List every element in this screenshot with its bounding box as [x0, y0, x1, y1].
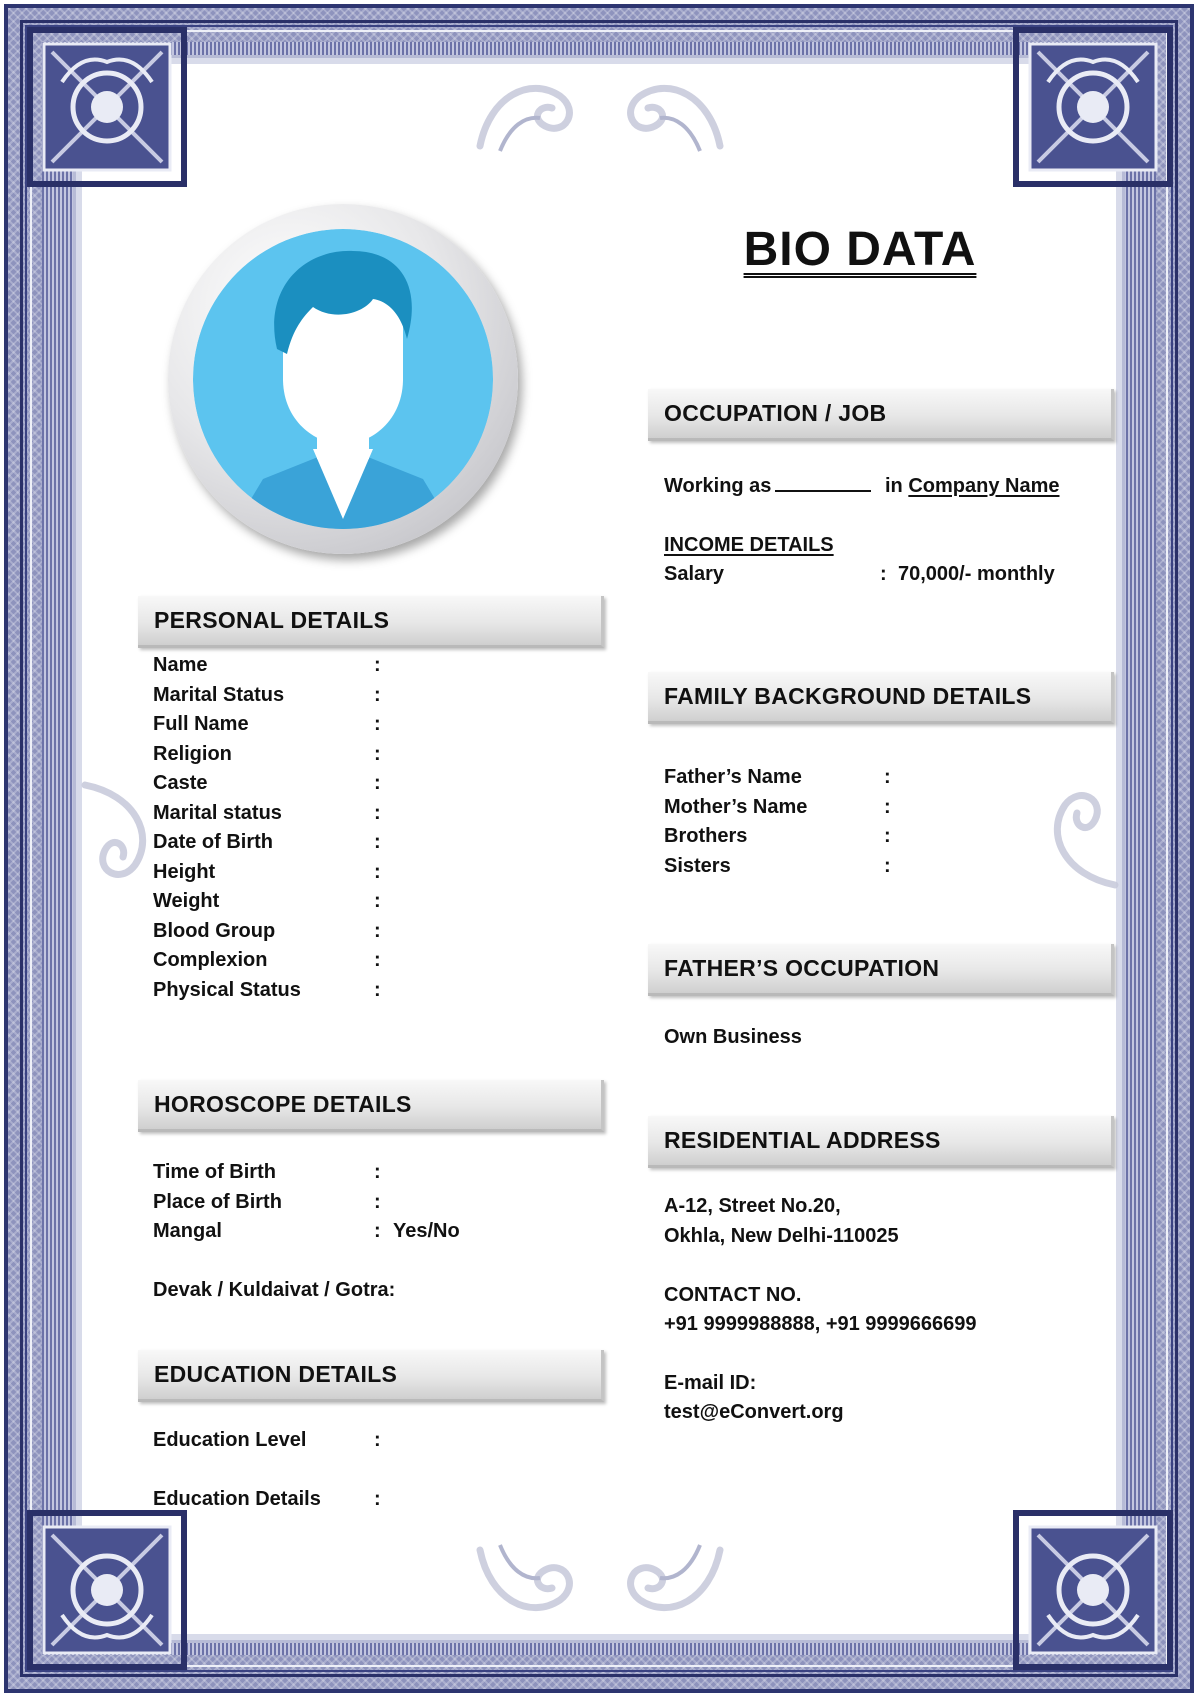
list-item — [664, 793, 1104, 823]
list-item — [153, 917, 593, 947]
field-separator: : — [884, 825, 891, 847]
list-item — [664, 822, 1104, 852]
page-title: BIO DATA — [743, 223, 977, 276]
company-name[interactable]: Company Name — [908, 475, 1060, 497]
field-separator: : — [374, 654, 381, 676]
list-item — [664, 852, 1104, 882]
residential-address-heading: RESIDENTIAL ADDRESS — [648, 1116, 1114, 1168]
scroll-ornament-icon — [610, 1530, 730, 1640]
address-line-1[interactable]: A-12, Street No.20, — [664, 1195, 841, 1217]
field-separator: : — [374, 772, 381, 794]
email-label: E-mail ID: — [664, 1372, 757, 1394]
field-separator: : — [374, 683, 381, 706]
horoscope-details-list — [153, 1158, 593, 1247]
list-item — [153, 740, 593, 770]
mangal-value[interactable]: Yes/No — [393, 1220, 460, 1242]
address-line-2[interactable]: Okhla, New Delhi-110025 — [664, 1225, 899, 1247]
contact-value[interactable]: +91 9999988888, +91 9999666699 — [664, 1313, 977, 1335]
scroll-ornament-icon — [470, 56, 590, 166]
family-background-heading: FAMILY BACKGROUND DETAILS — [648, 672, 1114, 724]
education-details-list — [153, 1426, 593, 1515]
salary-label: Salary — [664, 563, 725, 585]
field-label: Blood Group — [153, 919, 276, 942]
field-separator: : — [374, 1220, 381, 1242]
list-item — [153, 887, 593, 917]
field-separator: : — [374, 1488, 381, 1510]
field-label: Name — [153, 654, 208, 676]
field-label: Date of Birth — [153, 831, 273, 853]
field-separator: : — [374, 831, 381, 853]
list-item — [153, 858, 593, 888]
field-separator: : — [374, 713, 381, 735]
scroll-ornament-icon — [610, 56, 730, 166]
field-label: Mangal — [153, 1220, 222, 1242]
field-label: Physical Status — [153, 978, 301, 1001]
field-label: Caste — [153, 772, 208, 794]
field-separator: : — [374, 1190, 381, 1213]
corner-ornament-icon — [22, 22, 192, 192]
field-separator: : — [374, 978, 381, 1001]
list-item — [153, 976, 593, 1006]
personal-details-heading: PERSONAL DETAILS — [138, 596, 604, 648]
list-item — [153, 1426, 593, 1485]
personal-details-list — [153, 651, 593, 1005]
field-separator: : — [884, 795, 891, 818]
fathers-occupation-value[interactable]: Own Business — [664, 1026, 802, 1048]
contact-label: CONTACT NO. — [664, 1284, 802, 1306]
working-as-label: Working as — [664, 475, 772, 497]
field-label: Marital status — [153, 801, 282, 824]
occupation-heading: OCCUPATION / JOB — [648, 389, 1114, 441]
list-item — [153, 1158, 593, 1188]
field-label: Weight — [153, 890, 220, 912]
field-label: Mother’s Name — [664, 795, 808, 818]
profile-photo[interactable] — [168, 204, 518, 554]
field-label: Religion — [153, 742, 232, 765]
education-details-heading: EDUCATION DETAILS — [138, 1350, 604, 1402]
field-separator: : — [374, 801, 381, 824]
corner-ornament-icon — [1008, 22, 1178, 192]
list-item — [153, 946, 593, 976]
field-label: Education Level — [153, 1429, 307, 1451]
email-value[interactable]: test@eConvert.org — [664, 1401, 844, 1423]
field-separator: : — [374, 1161, 381, 1183]
list-item — [153, 1188, 593, 1218]
list-item — [153, 651, 593, 681]
field-separator: : — [374, 860, 381, 883]
field-separator: : — [884, 766, 891, 788]
field-label: Time of Birth — [153, 1161, 276, 1183]
field-label: Sisters — [664, 854, 731, 877]
in-label: in — [885, 475, 903, 497]
field-label: Education Details — [153, 1488, 321, 1510]
field-separator: : — [374, 1429, 381, 1451]
field-label: Height — [153, 860, 216, 883]
field-label: Full Name — [153, 713, 249, 735]
scroll-ornament-icon — [470, 1530, 590, 1640]
list-item — [153, 799, 593, 829]
field-separator: : — [884, 854, 891, 877]
list-item — [153, 710, 593, 740]
field-label: Marital Status — [153, 683, 285, 706]
field-separator: : — [374, 890, 381, 912]
horoscope-details-heading: HOROSCOPE DETAILS — [138, 1080, 604, 1132]
list-item — [153, 769, 593, 799]
corner-ornament-icon — [1008, 1505, 1178, 1675]
field-label: Brothers — [664, 825, 748, 847]
working-as-line — [664, 474, 1060, 498]
list-item — [153, 828, 593, 858]
male-avatar-icon — [193, 229, 493, 529]
list-item — [664, 763, 1104, 793]
list-item — [153, 1217, 593, 1247]
corner-ornament-icon — [22, 1505, 192, 1675]
income-details-heading: INCOME DETAILS — [664, 534, 834, 556]
fathers-occupation-heading: FATHER’S OCCUPATION — [648, 944, 1114, 996]
field-separator: : — [374, 919, 381, 942]
gotra-label: Devak / Kuldaivat / Gotra: — [153, 1279, 396, 1301]
list-item — [153, 681, 593, 711]
salary-value[interactable]: 70,000/- monthly — [898, 563, 1055, 585]
field-label: Place of Birth — [153, 1190, 282, 1213]
job-title-blank[interactable] — [775, 474, 871, 492]
salary-separator: : — [880, 563, 887, 585]
field-label: Father’s Name — [664, 766, 802, 788]
field-separator: : — [374, 949, 381, 971]
family-details-list — [664, 763, 1104, 881]
field-separator: : — [374, 742, 381, 765]
field-label: Complexion — [153, 949, 268, 971]
list-item — [153, 1485, 593, 1515]
